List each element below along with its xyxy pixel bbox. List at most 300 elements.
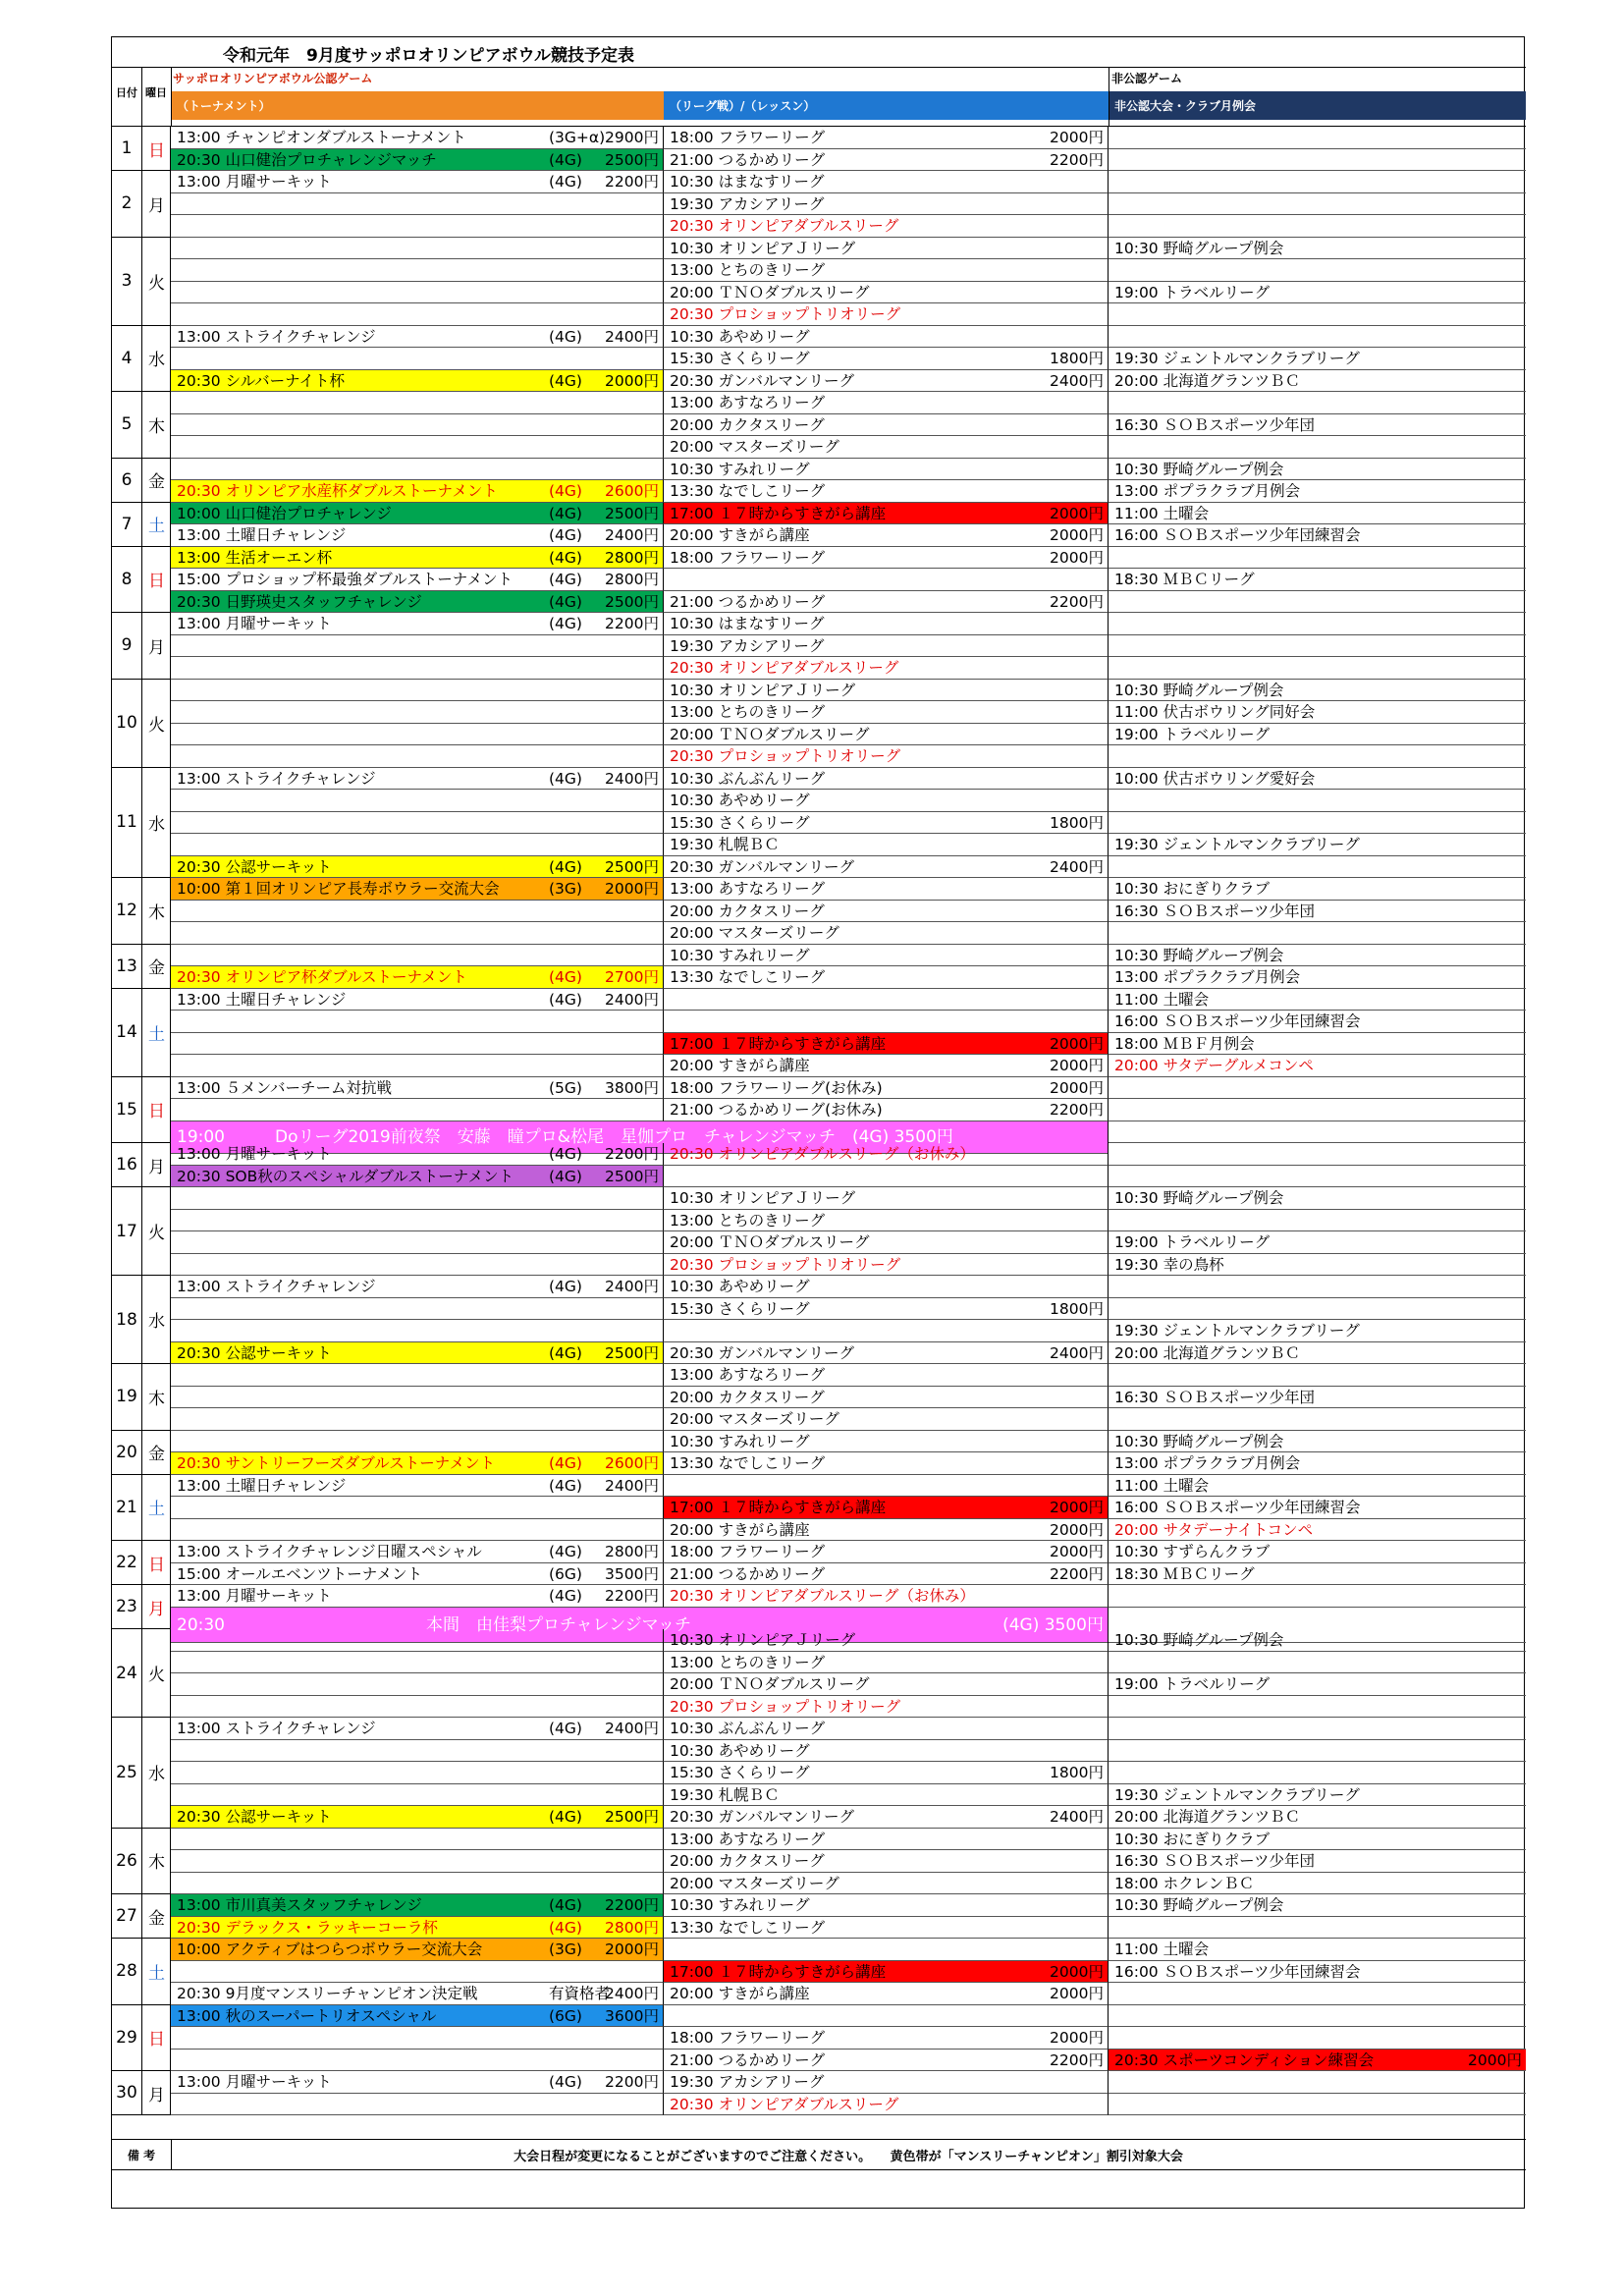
league-cell (664, 1364, 1109, 1387)
league-cell (664, 657, 1109, 680)
weekday: 土 (141, 503, 171, 546)
league-name: 20:30 プロショップトリオリーグ (670, 305, 901, 323)
league-name: 10:30 オリンピアＪリーグ (670, 1189, 856, 1207)
unofficial-cell (1109, 878, 1526, 901)
tournament-cell (171, 2071, 664, 2094)
unofficial-cell (1109, 2071, 1526, 2094)
league-price: 2400円 (1050, 1808, 1104, 1826)
league-cell (664, 1254, 1109, 1277)
league-name: 19:30 アカシアリーグ (670, 194, 825, 213)
tournament-cell (171, 348, 664, 370)
league-name: 15:30 さくらリーグ (670, 1764, 810, 1781)
tournament-name: 13:00 ストライクチャレンジ (177, 1720, 376, 1737)
tournament-cell (171, 1784, 664, 1807)
unofficial-cell (1109, 238, 1526, 260)
league-cell (664, 370, 1109, 393)
tournament-price: 2500円 (605, 1808, 659, 1826)
table-row (112, 547, 1526, 570)
table-row (112, 1166, 1526, 1188)
league-name: 20:30 ガンバルマンリーグ (670, 1343, 855, 1362)
tournament-name: 10:00 山口健治プロチャレンジ (177, 504, 392, 522)
day-number: 24 (116, 1663, 137, 1683)
unofficial-name: 13:00 ポプラクラブ月例会 (1114, 1454, 1301, 1472)
unofficial-cell (1109, 1431, 1526, 1453)
table-row (112, 392, 1526, 414)
special-event: 19:00 Doリーグ2019前夜祭 安藤 瞳プロ&松尾 星伽プロ チャレンジマッチ (4G) 3500円 (171, 1121, 1109, 1155)
table-row (112, 945, 1526, 967)
league-name: 20:00 すきがら講座 (670, 1985, 810, 2002)
unofficial-name: 20:00 サタデーナイトコンペ (1114, 1520, 1314, 1539)
unofficial-cell (1109, 392, 1526, 414)
table-row (112, 459, 1526, 481)
league-name: 13:30 なでしこリーグ (670, 482, 826, 500)
unofficial-cell (1109, 701, 1526, 724)
unofficial-cell (1109, 547, 1526, 570)
league-cell (664, 459, 1109, 481)
league-cell (664, 149, 1109, 172)
unofficial-cell (1109, 1762, 1526, 1784)
league-cell (664, 1033, 1109, 1056)
league-name: 18:00 フラワーリーグ (670, 548, 826, 567)
unofficial-cell (1109, 834, 1526, 856)
unofficial-name: 19:00 トラベルリーグ (1114, 283, 1271, 301)
unofficial-cell (1109, 1187, 1526, 1210)
league-cell (664, 503, 1109, 525)
tournament-cell (171, 1364, 664, 1387)
table-row (112, 215, 1526, 238)
tournament-cell (171, 1718, 664, 1740)
weekday: 日 (141, 127, 171, 170)
tournament-games: (3G+α) (549, 129, 606, 146)
tournament-price: 2200円 (605, 1145, 659, 1163)
league-cell (664, 193, 1109, 216)
unofficial-cell (1109, 812, 1526, 835)
tournament-cell (171, 1939, 664, 1961)
weekday: 月 (141, 1585, 171, 1628)
table-row (112, 503, 1526, 525)
unofficial-name: 19:30 ジェントルマンクラブリーグ (1114, 350, 1360, 367)
unofficial-cell (1109, 1408, 1526, 1431)
league-name: 13:00 とちのきリーグ (670, 703, 826, 721)
tournament-price: 2000円 (605, 880, 659, 898)
tournament-cell (171, 591, 664, 614)
league-name: 10:30 すみれリーグ (670, 1432, 810, 1450)
unofficial-cell (1109, 1961, 1526, 1984)
table-row (112, 812, 1526, 835)
tournament-cell (171, 1143, 664, 1166)
league-name: 20:00 カクタスリーグ (670, 415, 825, 434)
tournament-cell (171, 878, 664, 901)
tournament-games: (4G) (549, 173, 582, 191)
tournament-name: 20:30 サントリーフーズダブルストーナメント (177, 1454, 496, 1472)
league-name: 20:00 カクタスリーグ (670, 1388, 825, 1406)
tournament-cell (171, 1011, 664, 1033)
unofficial-name: 20:00 サタデーグルメコンペ (1114, 1057, 1314, 1074)
tournament-name: 13:00 月曜サーキット (177, 1587, 332, 1605)
league-name: 20:30 オリンピアダブルスリーグ (670, 659, 899, 677)
unofficial-cell (1109, 1475, 1526, 1498)
tournament-games: (4G) (549, 327, 582, 346)
league-price: 2000円 (1050, 1499, 1104, 1516)
tournament-name: 13:00 チャンピオンダブルストーナメント (177, 129, 466, 146)
league-cell (664, 2094, 1109, 2116)
table-row (112, 259, 1526, 282)
tournament-name: 13:00 ストライクチャレンジ (177, 769, 376, 788)
league-name: 20:30 プロショップトリオリーグ (670, 747, 901, 765)
tournament-games: (4G) (549, 1145, 582, 1163)
unofficial-cell (1109, 2005, 1526, 2028)
tournament-price: 2500円 (605, 1167, 659, 1185)
tournament-games: (4G) (549, 615, 582, 632)
tournament-price: 2600円 (605, 1454, 659, 1472)
league-cell (664, 591, 1109, 614)
table-row (112, 1055, 1526, 1077)
league-name: 19:30 アカシアリーグ (670, 2073, 825, 2091)
table-row (112, 1320, 1526, 1342)
unofficial-name: 19:30 ジェントルマンクラブリーグ (1114, 1322, 1360, 1339)
league-price: 2000円 (1050, 1057, 1104, 1074)
tournament-cell (171, 282, 664, 304)
tournament-name: 20:30 公認サーキット (177, 857, 332, 876)
table-row (112, 966, 1526, 989)
league-name: 10:30 あやめリーグ (670, 1278, 810, 1295)
day-number: 9 (121, 635, 133, 656)
unofficial-cell (1109, 1077, 1526, 1100)
table-row (112, 436, 1526, 459)
tournament-cell (171, 1475, 664, 1498)
league-cell (664, 1231, 1109, 1254)
league-name: 20:30 オリンピアダブルスリーグ (670, 217, 899, 235)
unofficial-cell (1109, 1497, 1526, 1519)
tournament-cell (171, 193, 664, 216)
tournament-name: 13:00 ５メンバーチーム対抗戦 (177, 1078, 393, 1097)
league-name: 10:30 オリンピアＪリーグ (670, 239, 856, 257)
tournament-price: 2400円 (605, 769, 659, 788)
league-name: 20:00 ＴＮＯダブルスリーグ (670, 1675, 870, 1693)
league-cell (664, 326, 1109, 349)
tournament-cell (171, 745, 664, 768)
league-cell (664, 1740, 1109, 1763)
league-cell (664, 1276, 1109, 1298)
table-row (112, 790, 1526, 812)
day-number: 10 (116, 713, 137, 733)
tournament-cell (171, 480, 664, 503)
league-cell (664, 1475, 1109, 1498)
league-cell (664, 569, 1109, 591)
table-row (112, 1298, 1526, 1321)
tournament-cell (171, 1408, 664, 1431)
league-cell (664, 436, 1109, 459)
tournament-cell (171, 1696, 664, 1719)
tournament-games: (5G) (549, 1078, 582, 1097)
tournament-price: 2800円 (605, 1918, 659, 1937)
league-name: 20:00 カクタスリーグ (670, 902, 825, 920)
footer (112, 2139, 1526, 2170)
unofficial-name: 16:00 ＳＯＢスポーツ少年団練習会 (1114, 526, 1361, 544)
league-name: 18:00 フラワーリーグ(お休み) (670, 1078, 883, 1097)
unofficial-name: 10:00 伏古ボウリング愛好会 (1114, 769, 1316, 788)
day-number: 4 (121, 348, 133, 368)
unofficial-cell (1109, 1939, 1526, 1961)
tournament-price: 2200円 (605, 1587, 659, 1605)
tournament-cell (171, 2005, 664, 2028)
table-row (112, 238, 1526, 260)
league-cell (664, 1652, 1109, 1674)
table-row (112, 1961, 1526, 1984)
league-name: 21:00 つるかめリーグ(お休み) (670, 1101, 883, 1119)
table-row (112, 1231, 1526, 1254)
unofficial-name: 16:30 ＳＯＢスポーツ少年団 (1114, 415, 1315, 434)
unofficial-cell (1109, 613, 1526, 635)
tournament-cell (171, 215, 664, 238)
tournament-cell (171, 2027, 664, 2050)
unofficial-cell (1109, 901, 1526, 923)
day-number: 13 (116, 956, 137, 976)
table-row (112, 1983, 1526, 2005)
tournament-price: 2500円 (605, 504, 659, 522)
league-cell (664, 524, 1109, 547)
tournament-name: 13:00 土曜日チャレンジ (177, 990, 347, 1009)
unofficial-cell (1109, 745, 1526, 768)
unofficial-cell (1109, 1387, 1526, 1409)
league-name: 19:30 札幌ＢＣ (670, 836, 780, 853)
table-row (112, 1452, 1526, 1475)
league-cell (664, 1431, 1109, 1453)
table-row (112, 1784, 1526, 1807)
tournament-cell (171, 1431, 664, 1453)
tournament-games: (4G) (549, 769, 582, 788)
league-cell (664, 1917, 1109, 1940)
tournament-games: (4G) (549, 571, 582, 588)
tournament-price: 2400円 (605, 1278, 659, 1295)
league-name: 20:00 ＴＮＯダブルスリーグ (670, 283, 870, 301)
table-row (112, 1829, 1526, 1851)
tournament-cell (171, 1961, 664, 1984)
league-name: 21:00 つるかめリーグ (670, 150, 826, 169)
unofficial-games-label: 非公認ゲーム (1111, 72, 1183, 85)
table-row (112, 1762, 1526, 1784)
tournament-name: 20:30 山口健治プロチャレンジマッチ (177, 150, 437, 169)
table-row (112, 1563, 1526, 1586)
unofficial-name: 20:00 北海道グランツＢＣ (1114, 1808, 1301, 1826)
league-price: 2200円 (1050, 2050, 1104, 2069)
unofficial-cell (1109, 348, 1526, 370)
table-row (112, 414, 1526, 437)
tournament-games: (4G) (549, 504, 582, 522)
unofficial-cell (1109, 215, 1526, 238)
table-row (112, 701, 1526, 724)
unofficial-cell (1109, 1983, 1526, 2005)
day-number: 27 (116, 1906, 137, 1926)
league-price: 2400円 (1050, 1343, 1104, 1362)
table-row (112, 282, 1526, 304)
weekday: 日 (141, 1541, 171, 1584)
tournament-games: (4G) (549, 857, 582, 876)
league-cell (664, 1077, 1109, 1100)
league-price: 1800円 (1050, 813, 1104, 832)
tournament-cell (171, 2050, 664, 2072)
unofficial-cell (1109, 1718, 1526, 1740)
table-row (112, 878, 1526, 901)
league-name: 13:30 なでしこリーグ (670, 1454, 826, 1472)
unofficial-name: 16:00 ＳＯＢスポーツ少年団練習会 (1114, 1499, 1361, 1516)
league-cell (664, 878, 1109, 901)
league-cell (664, 282, 1109, 304)
league-cell (664, 812, 1109, 835)
tournament-cell (171, 1497, 664, 1519)
unofficial-cell (1109, 370, 1526, 393)
unofficial-cell (1109, 171, 1526, 193)
unofficial-cell (1109, 1673, 1526, 1696)
table-row (112, 2050, 1526, 2072)
tournament-cell (171, 1563, 664, 1586)
league-cell (664, 1143, 1109, 1166)
league-cell (664, 2005, 1109, 2028)
unofficial-cell (1109, 989, 1526, 1011)
tournament-name: 20:30 オリンピア杯ダブルストーナメント (177, 968, 467, 986)
tournament-cell (171, 812, 664, 835)
tournament-price: 2200円 (605, 1896, 659, 1914)
unofficial-name: 19:30 ジェントルマンクラブリーグ (1114, 836, 1360, 853)
tournament-name: 15:00 オールエベンツトーナメント (177, 1564, 423, 1583)
tournament-cell (171, 1917, 664, 1940)
table-row (112, 480, 1526, 503)
weekday: 土 (141, 1939, 171, 2004)
unofficial-cell (1109, 569, 1526, 591)
unofficial-cell (1109, 503, 1526, 525)
day-number: 22 (116, 1553, 137, 1572)
unofficial-price: 2000円 (1468, 2050, 1522, 2069)
unofficial-name: 10:30 野崎グループ例会 (1114, 239, 1284, 257)
table-row (112, 1431, 1526, 1453)
tournament-name: 20:30 日野瑛史スタッフチャレンジ (177, 592, 422, 611)
league-cell (664, 215, 1109, 238)
table-row (112, 1806, 1526, 1829)
special-event-time: 20:30 (177, 1614, 225, 1635)
table-row (112, 1629, 1526, 1652)
unofficial-cell (1109, 303, 1526, 326)
tournament-cell (171, 989, 664, 1011)
col-day-header: 日付 (116, 86, 137, 99)
table-row (112, 657, 1526, 680)
table-row (112, 2094, 1526, 2116)
league-cell (664, 1585, 1109, 1608)
league-price: 1800円 (1050, 1764, 1104, 1781)
tournament-cell (171, 790, 664, 812)
table-row (112, 1917, 1526, 1940)
day-number: 11 (116, 812, 137, 833)
league-cell (664, 768, 1109, 791)
league-cell (664, 1320, 1109, 1342)
table-row (112, 1121, 1526, 1147)
league-name: 20:00 マスターズリーグ (670, 924, 839, 942)
tournament-price: 2400円 (605, 1476, 659, 1495)
unofficial-cell (1109, 1210, 1526, 1232)
league-cell (664, 238, 1109, 260)
table-row (112, 1276, 1526, 1298)
league-cell (664, 1673, 1109, 1696)
league-name: 20:00 カクタスリーグ (670, 1852, 825, 1870)
weekday: 月 (141, 613, 171, 679)
league-cell (664, 1452, 1109, 1475)
league-cell (664, 2027, 1109, 2050)
day-number: 17 (116, 1221, 137, 1241)
tournament-price: 2700円 (605, 968, 659, 986)
table-row (112, 524, 1526, 547)
league-price: 2000円 (1050, 2029, 1104, 2047)
unofficial-name: 16:00 ＳＯＢスポーツ少年団練習会 (1114, 1962, 1361, 1981)
tournament-price: 2000円 (605, 371, 659, 390)
tournament-cell (171, 1873, 664, 1895)
unofficial-name: 11:00 土曜会 (1114, 1941, 1210, 1958)
day-number: 5 (121, 414, 133, 435)
day-number: 7 (121, 514, 133, 534)
footer-note: 大会日程が変更になることがございますのでご注意ください。 黄色帯が「マンスリーチャンピオン」割引対象大会 (514, 2150, 1183, 2164)
unofficial-cell (1109, 414, 1526, 437)
table-row (112, 2027, 1526, 2050)
table-row (112, 834, 1526, 856)
table-row (112, 1652, 1526, 1674)
league-name: 10:30 すみれリーグ (670, 1896, 810, 1914)
tournament-cell (171, 1806, 664, 1829)
tournament-name: 20:30 公認サーキット (177, 1808, 332, 1826)
unofficial-name: 10:30 おにぎりクラブ (1114, 880, 1271, 898)
league-header: （リーグ戦）/（レッスン） (664, 91, 1109, 120)
league-cell (664, 1961, 1109, 1984)
league-cell (664, 1629, 1109, 1652)
weekday: 土 (141, 1475, 171, 1541)
unofficial-cell (1109, 1696, 1526, 1719)
league-cell (664, 724, 1109, 746)
tournament-cell (171, 1231, 664, 1254)
league-price: 1800円 (1050, 1299, 1104, 1318)
table-row (112, 591, 1526, 614)
league-name: 13:00 とちのきリーグ (670, 1653, 826, 1671)
tournament-price: 2200円 (605, 2073, 659, 2091)
tournament-name: 13:00 土曜日チャレンジ (177, 526, 347, 544)
tournament-price: 2400円 (605, 526, 659, 544)
special-event-price: (4G) 3500円 (1002, 1614, 1104, 1635)
unofficial-name: 18:00 ＭＢＦ月例会 (1114, 1034, 1255, 1053)
tournament-cell (171, 238, 664, 260)
unofficial-cell (1109, 1143, 1526, 1166)
tournament-name: 13:00 ストライクチャレンジ日曜スペシャル (177, 1543, 482, 1560)
tournament-name: 10:00 アクティブはつらつボウラー交流大会 (177, 1941, 483, 1958)
league-price: 2000円 (1050, 129, 1104, 146)
tournament-games: (4G) (549, 1476, 582, 1495)
tournament-cell (171, 1166, 664, 1188)
table-row (112, 922, 1526, 945)
table-row (112, 303, 1526, 326)
table-row (112, 171, 1526, 193)
league-name: 19:30 札幌ＢＣ (670, 1785, 780, 1804)
tournament-name: 13:00 秋のスーパートリオスペシャル (177, 2006, 437, 2025)
league-name: 20:30 ガンバルマンリーグ (670, 371, 855, 390)
table-row (112, 1740, 1526, 1763)
league-price: 2200円 (1050, 150, 1104, 169)
tournament-games: (4G) (549, 592, 582, 611)
league-cell (664, 1696, 1109, 1719)
weekday: 火 (141, 680, 171, 767)
table-row (112, 1696, 1526, 1719)
unofficial-name: 13:00 ポプラクラブ月例会 (1114, 968, 1301, 986)
league-cell (664, 127, 1109, 149)
league-price: 2000円 (1050, 526, 1104, 544)
table-row (112, 1387, 1526, 1409)
table-row (112, 1187, 1526, 1210)
unofficial-cell (1109, 282, 1526, 304)
unofficial-cell (1109, 2050, 1526, 2072)
